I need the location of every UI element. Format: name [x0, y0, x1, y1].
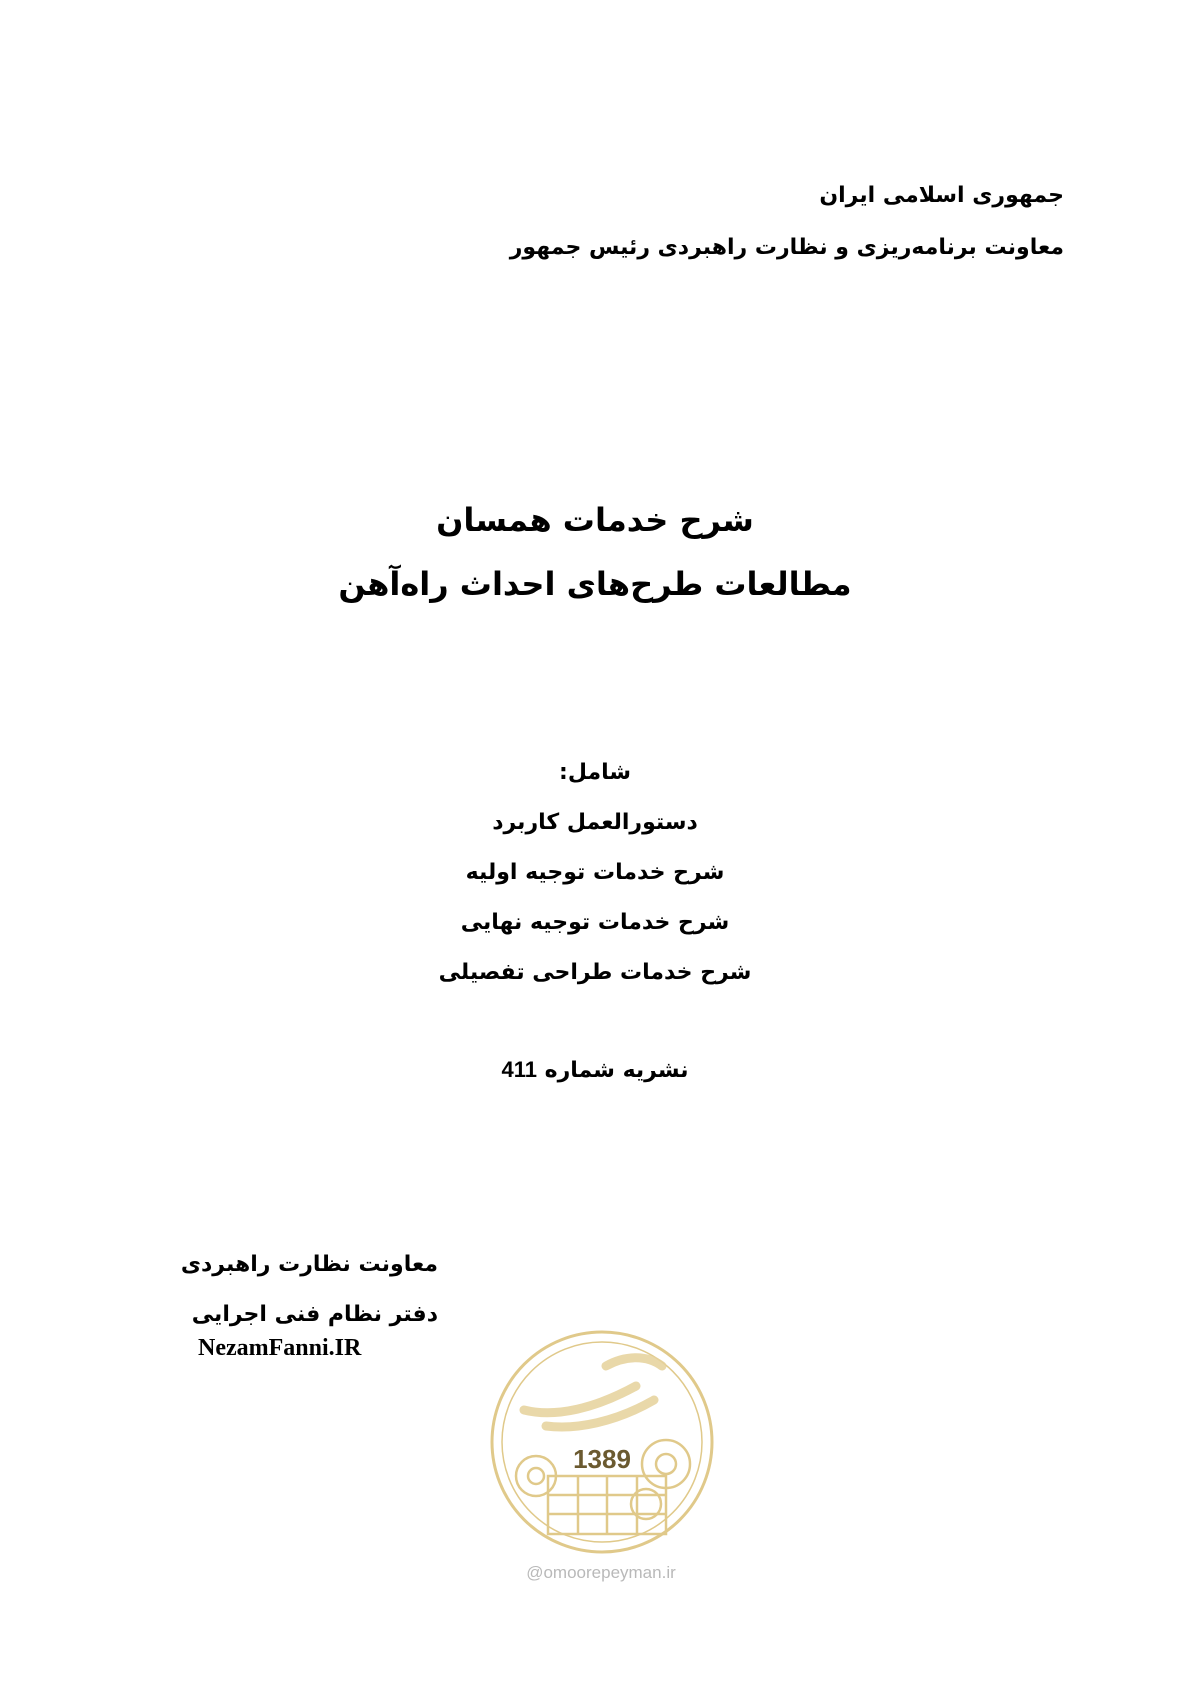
- title-line-2: مطالعات طرح‌های احداث راه‌آهن: [338, 565, 852, 603]
- seal-logo: [486, 1326, 718, 1558]
- contents-heading: شامل:: [559, 760, 631, 785]
- issuer-website: NezamFanni.IR: [198, 1335, 362, 1361]
- publication-value: 411: [501, 1057, 537, 1082]
- contents-block: [0, 748, 1190, 998]
- publication-number: [0, 1050, 1190, 1091]
- watermark-text: @omoorepeyman.ir: [526, 1563, 676, 1582]
- header-block: [510, 170, 1064, 274]
- contents-item: دستورالعمل کاربرد: [492, 810, 698, 835]
- organization-name: معاونت برنامه‌ریزی و نظارت راهبردی رئیس جمهور: [509, 235, 1064, 260]
- publication-label: نشریه شماره: [544, 1058, 689, 1083]
- issuer-office: دفتر نظام فنی اجرایی: [191, 1302, 438, 1327]
- contents-item: شرح خدمات توجیه نهایی: [460, 910, 730, 935]
- contents-item: شرح خدمات توجیه اولیه: [465, 860, 725, 885]
- country-name: جمهوری اسلامی ایران: [819, 183, 1064, 208]
- contents-item: شرح خدمات طراحی تفصیلی: [438, 960, 752, 985]
- issuer-block: [181, 1240, 438, 1340]
- title-line-1: شرح خدمات همسان: [436, 501, 754, 539]
- seal-year: 1389: [573, 1444, 631, 1474]
- document-title: [0, 488, 1190, 616]
- issuer-department: معاونت نظارت راهبردی: [180, 1252, 438, 1277]
